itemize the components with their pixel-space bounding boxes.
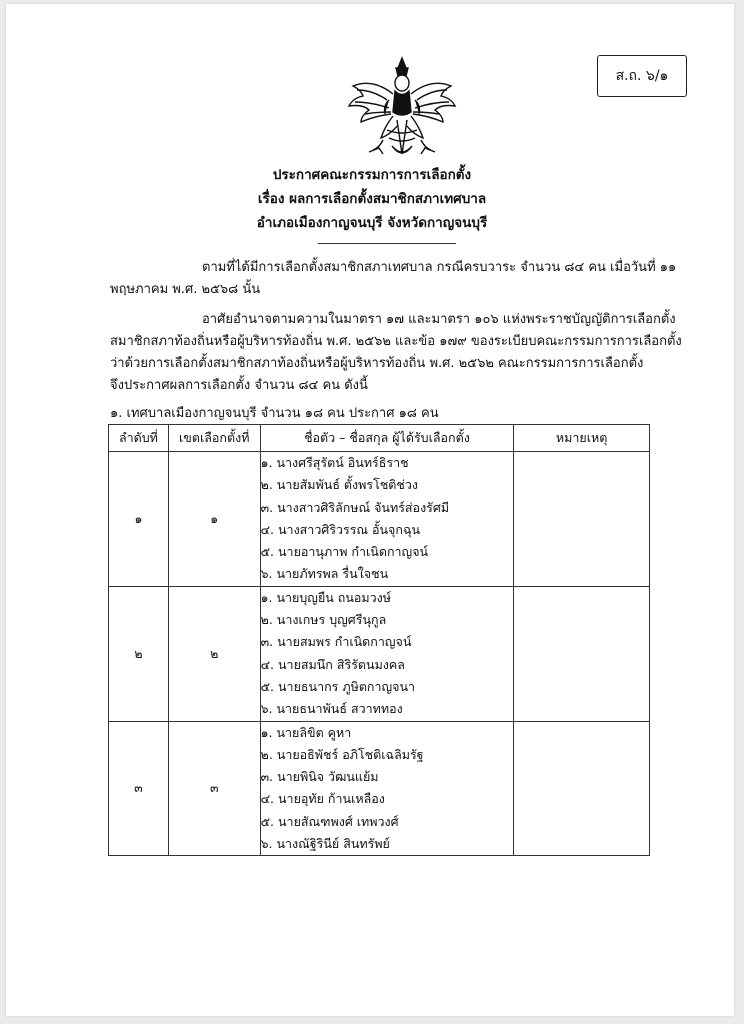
table-row	[109, 721, 650, 856]
candidate-name: ๓. นายสมพร กำเนิดกาญจน์	[260, 634, 412, 650]
row-names	[260, 721, 514, 856]
paragraph1-line1: ตามที่ได้มีการเลือกตั้งสมาชิกสภาเทศบาล กรณีครบวาระ จำนวน ๘๔ คน เมื่อวันที่ ๑๑	[202, 260, 677, 275]
candidate-name: ๑. นายลิขิต คูหา	[260, 724, 352, 740]
candidate-name: ๔. นายสมนึก สิริรัตนมงคล	[260, 656, 405, 672]
candidate-name: ๖. นายภัทรพล รื่นใจชน	[260, 566, 389, 582]
row-order: ๒	[109, 586, 169, 721]
row-district: ๒	[168, 586, 260, 721]
candidate-name: ๔. นายอุทัย ก้านเหลือง	[260, 791, 385, 807]
announcement-subject: เรื่อง ผลการเลือกตั้งสมาชิกสภาเทศบาล	[257, 191, 487, 207]
row-remark	[514, 452, 650, 587]
candidate-name: ๕. นายธนากร ภูษิตกาญจนา	[260, 678, 416, 694]
row-order: ๓	[109, 721, 169, 856]
garuda-emblem-icon	[343, 56, 461, 164]
paragraph2-line3: ว่าด้วยการเลือกตั้งสมาชิกสภาท้องถิ่นหรือผู้บริหารท้องถิ่น พ.ศ. ๒๕๖๒ คณะกรรมการการเลือกตั้ง	[110, 356, 644, 371]
row-names	[260, 586, 514, 721]
form-code-box: ส.ถ. ๖/๑	[597, 55, 687, 97]
candidate-name: ๕. นายสัณฑพงศ์ เทพวงศ์	[260, 813, 399, 829]
row-names	[260, 452, 514, 587]
candidate-name: ๕. นายอานุภาพ กำเนิดกาญจน์	[260, 544, 429, 560]
table-row	[109, 452, 650, 587]
paragraph2-line1: อาศัยอำนาจตามความในมาตรา ๑๗ และมาตรา ๑๐๖ แห่งพระราชบัญญัติการเลือกตั้ง	[202, 312, 676, 327]
candidate-name: ๑. นางศรีสุรัตน์ อินทร์ธิราช	[260, 455, 409, 470]
heading-divider	[318, 243, 456, 244]
table-row	[109, 586, 650, 721]
header-district: เขตเลือกตั้งที่	[168, 425, 260, 452]
candidate-name: ๓. นายพินิจ วัฒนแย้ม	[260, 769, 379, 785]
header-remarks: หมายเหตุ	[514, 425, 650, 452]
header-order: ลำดับที่	[109, 425, 169, 452]
paragraph2-line4: จึงประกาศผลการเลือกตั้ง จำนวน ๘๔ คน ดังนี้	[110, 378, 368, 393]
paragraph2-line2: สมาชิกสภาท้องถิ่นหรือผู้บริหารท้องถิ่น พ.ศ. ๒๕๖๒ และข้อ ๑๗๙ ของระเบียบคณะกรรมการการเลือกตั้ง	[110, 334, 682, 349]
candidate-name: ๑. นายบุญยืน ถนอมวงษ์	[260, 589, 392, 605]
candidate-name: ๔. นางสาวศิริวรรณ อั้นจุกฉุน	[260, 521, 421, 537]
candidate-name: ๒. นางเกษร บุญศรีนุกูล	[260, 612, 387, 628]
row-remark	[514, 586, 650, 721]
section-title: ๑. เทศบาลเมืองกาญจนบุรี จำนวน ๑๘ คน ประกาศ ๑๘ คน	[110, 406, 439, 421]
candidate-name: ๖. นายธนาพันธ์ สวาททอง	[260, 701, 403, 717]
header-names: ชื่อตัว – ชื่อสกุล ผู้ได้รับเลือกตั้ง	[260, 425, 514, 452]
paragraph1-line2: พฤษภาคม พ.ศ. ๒๕๖๘ นั้น	[110, 282, 261, 297]
candidate-name: ๒. นายอธิพัชร์ อภิโชติเฉลิมรัฐ	[260, 746, 424, 762]
row-order: ๑	[109, 452, 169, 587]
election-results-table	[108, 424, 650, 856]
table-header-row	[109, 425, 650, 452]
announcement-title: ประกาศคณะกรรมการการเลือกตั้ง	[272, 167, 472, 183]
row-remark	[514, 721, 650, 856]
row-district: ๑	[168, 452, 260, 587]
candidate-name: ๓. นางสาวศิริลักษณ์ จันทร์ส่องรัศมี	[260, 499, 450, 515]
row-district: ๓	[168, 721, 260, 856]
candidate-name: ๒. นายสัมพันธ์ ตั้งพรโชติช่วง	[260, 477, 419, 493]
candidate-name: ๖. นางณัฐิรินีย์ สินทรัพย์	[260, 836, 390, 852]
announcement-location: อำเภอเมืองกาญจนบุรี จังหวัดกาญจนบุรี	[256, 215, 488, 231]
